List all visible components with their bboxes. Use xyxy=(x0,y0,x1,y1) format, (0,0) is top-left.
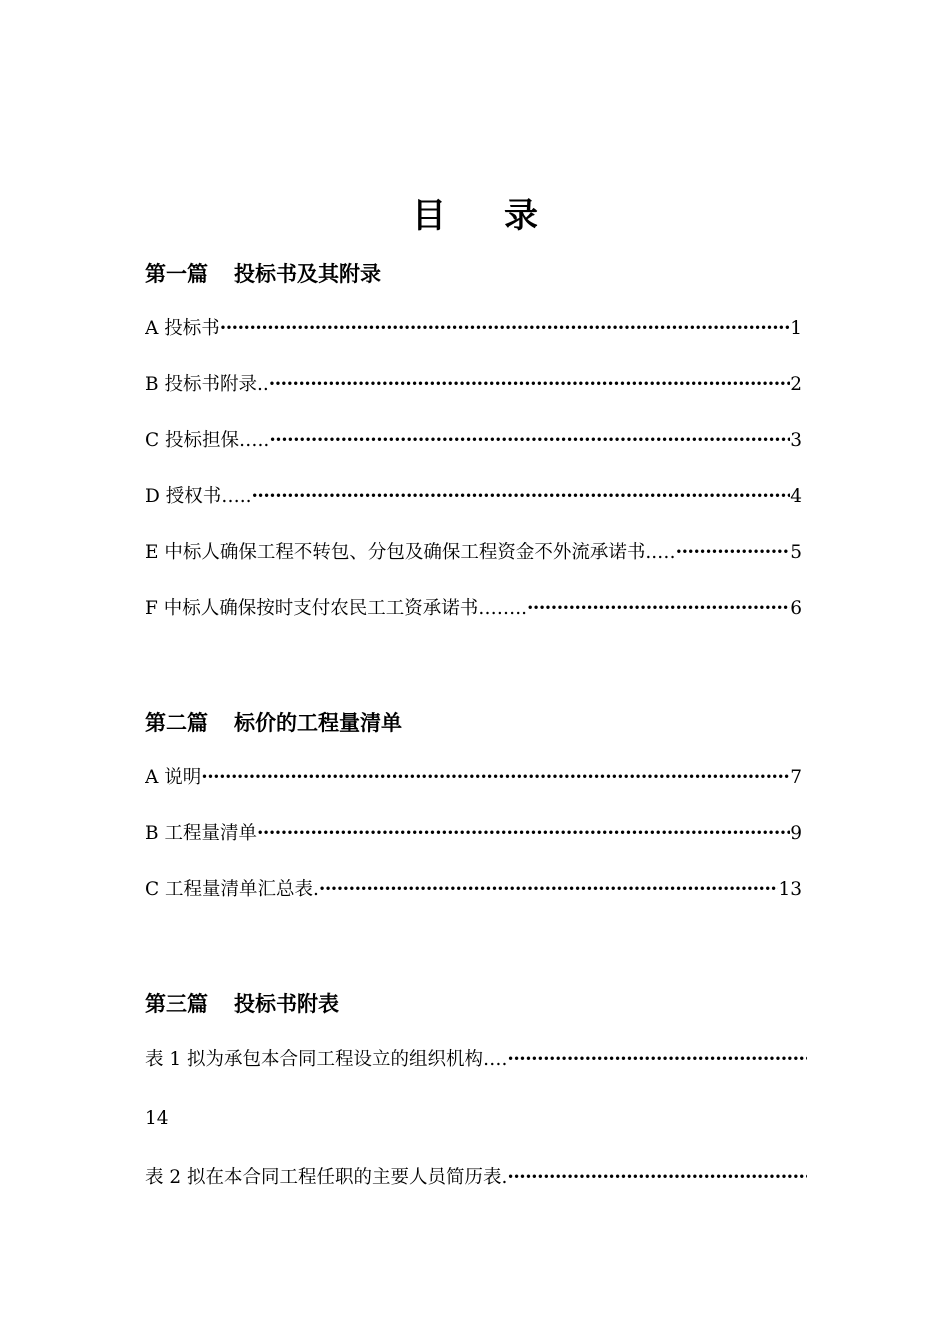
dot-leader xyxy=(251,486,790,507)
toc-entry-page: 3 xyxy=(790,430,802,451)
dot-leader xyxy=(269,374,790,395)
toc-entry-label: B 投标书附录.. xyxy=(145,374,269,395)
toc-entry[interactable] xyxy=(145,763,802,789)
toc-entry[interactable] xyxy=(145,1163,807,1189)
toc-entry-label: 表 1 拟为承包本合同工程设立的组织机构…. xyxy=(145,1049,508,1070)
dot-leader xyxy=(527,598,790,619)
dot-leader xyxy=(676,542,791,563)
toc-entry-page: 14 xyxy=(145,1108,169,1129)
toc-entry-page: 9 xyxy=(790,823,802,844)
toc-entry-label: 表 2 拟在本合同工程任职的主要人员简历表. xyxy=(145,1167,508,1188)
toc-entry-page: 5 xyxy=(790,542,802,563)
section-name: 投标书及其附录 xyxy=(234,262,381,286)
toc-entry-label: B 工程量清单 xyxy=(145,823,257,844)
toc-entry-page: 6 xyxy=(790,598,802,619)
section-name: 标价的工程量清单 xyxy=(234,711,402,735)
dot-leader xyxy=(269,430,790,451)
section-part: 第一篇 xyxy=(145,262,208,286)
dot-leader xyxy=(507,1049,807,1070)
section-heading-1 xyxy=(145,258,381,288)
dot-leader xyxy=(201,767,790,788)
toc-entry-page: 4 xyxy=(790,486,802,507)
title-char-1: 目 xyxy=(412,196,446,236)
toc-entry-label: C 投标担保….. xyxy=(145,430,270,451)
toc-entry[interactable] xyxy=(145,426,802,452)
toc-entry-label: C 工程量清单汇总表. xyxy=(145,879,319,900)
dot-leader xyxy=(220,318,790,339)
section-heading-2 xyxy=(145,707,402,737)
toc-entry-label: A 说明 xyxy=(145,767,202,788)
toc-entry[interactable] xyxy=(145,314,802,340)
dot-leader xyxy=(319,879,779,900)
toc-entry[interactable] xyxy=(145,538,802,564)
toc-entry-label: A 投标书 xyxy=(145,318,220,339)
toc-entry-page: 2 xyxy=(790,374,802,395)
toc-entry[interactable] xyxy=(145,482,802,508)
toc-entry-label: E 中标人确保工程不转包、分包及确保工程资金不外流承诺书..… xyxy=(145,542,676,563)
toc-entry[interactable] xyxy=(145,1045,807,1071)
toc-entry-page: 1 xyxy=(790,318,802,339)
section-name: 投标书附表 xyxy=(234,992,339,1016)
title-char-2: 录 xyxy=(504,196,538,236)
toc-entry-page: 7 xyxy=(790,767,802,788)
toc-entry-label: D 授权书….. xyxy=(145,486,252,507)
dot-leader xyxy=(257,823,790,844)
page-title xyxy=(0,188,950,237)
section-heading-3 xyxy=(145,988,339,1018)
section-part: 第三篇 xyxy=(145,992,208,1016)
toc-entry[interactable] xyxy=(145,594,802,620)
section-part: 第二篇 xyxy=(145,711,208,735)
toc-entry[interactable] xyxy=(145,370,802,396)
toc-entry[interactable] xyxy=(145,819,802,845)
toc-entry-label: F 中标人确保按时支付农民工工资承诺书…….. xyxy=(145,598,527,619)
dot-leader xyxy=(507,1167,807,1188)
toc-entry-page: 13 xyxy=(778,879,802,900)
toc-entry[interactable] xyxy=(145,875,802,901)
